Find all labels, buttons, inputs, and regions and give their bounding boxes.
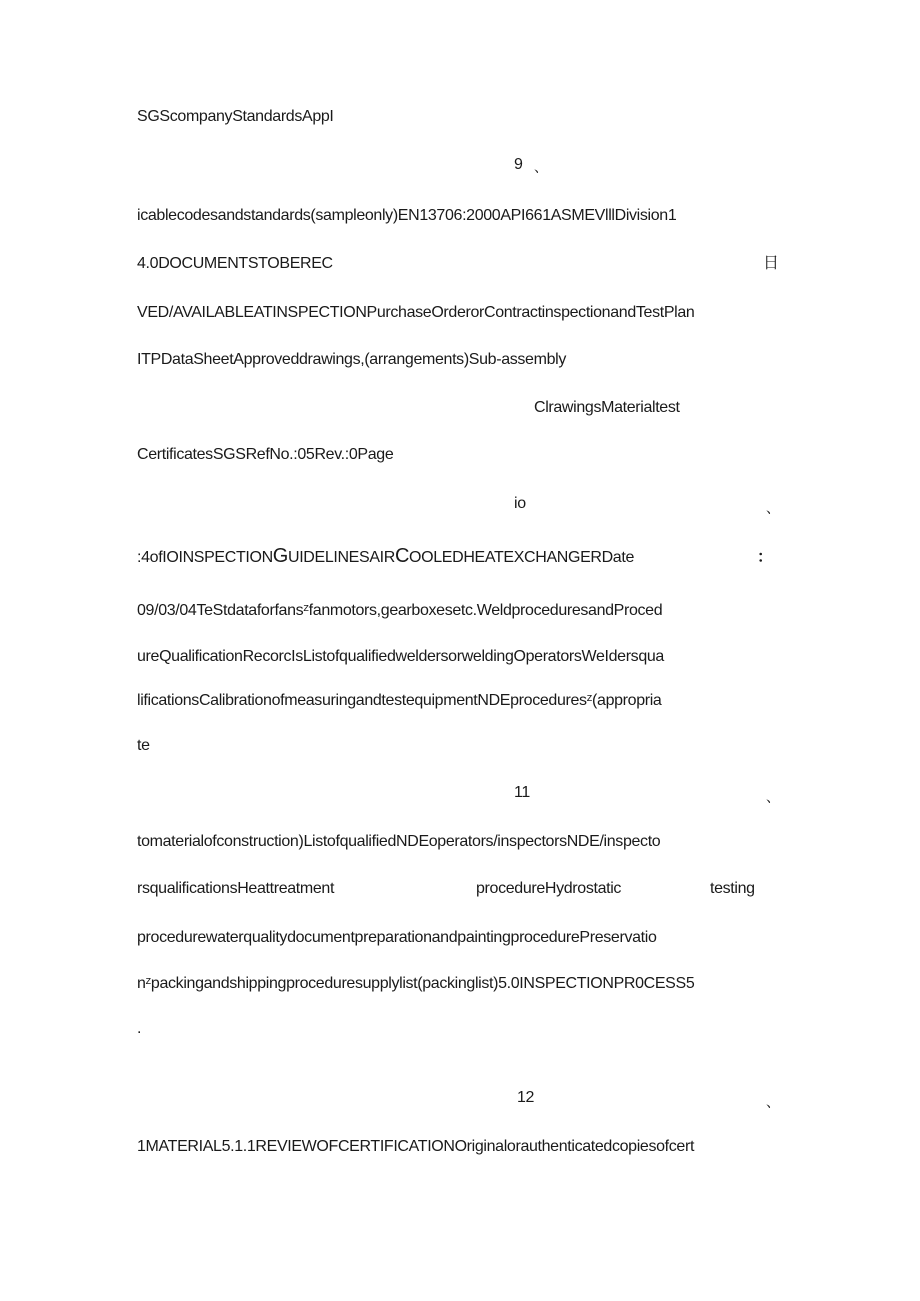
page-number: 9: [514, 156, 523, 173]
text-line: lificationsCalibrationofmeasuringandtestequipmentNDEproceduresᶻ(appropria: [137, 692, 662, 709]
separator-mark: 、: [766, 500, 780, 516]
section-heading: 4.0DOCUMENTSTOBEREC: [137, 255, 333, 272]
text-line: te: [137, 737, 150, 754]
text-line: nᶻpackingandshippingproceduresupplylist(packinglist)5.0INSPECTIONPR0CESS5: [137, 975, 695, 992]
page-number: io: [514, 495, 526, 512]
page-number: 12: [517, 1089, 535, 1106]
text-line: ureQualificationRecorcIsListofqualifiedweldersorweldingOperatorsWeIdersqua: [137, 648, 664, 665]
separator-mark: 、: [534, 159, 548, 175]
text-line: 1MATERIAL5.1.1REVIEWOFCERTIFICATIONOriginalorauthenticatedcopiesofcert: [137, 1138, 695, 1155]
text-line: VED/AVAILABLEATINSPECTIONPurchaseOrderorContractinspectionandTestPlan: [137, 304, 695, 321]
separator-mark: 、: [766, 1094, 780, 1110]
header-line: [137, 545, 634, 569]
header-text: UIDELINESAIR: [288, 549, 395, 566]
text-line: tomaterialofconstruction)ListofqualifiedNDEoperators/inspectorsNDE/inspecto: [137, 833, 661, 850]
text-line: procedureHydrostatic: [476, 880, 622, 897]
header-initial: G: [272, 545, 288, 567]
text-line: testing: [710, 880, 755, 897]
text-line: icablecodesandstandards(sampleonly)EN13706:2000API661ASMEVlllDivision1: [137, 207, 677, 224]
text-line: procedurewaterqualitydocumentpreparationandpaintingprocedurePreservatio: [137, 929, 657, 946]
text-line: 09/03/04TeStdataforfansᶻfanmotors,gearboxesetc.WeldproceduresandProced: [137, 602, 663, 619]
text-line: ITPDataSheetApproveddrawings,(arrangements)Sub-assembly: [137, 351, 566, 368]
header-text: :4ofIOINSPECTION: [137, 549, 273, 566]
page-number: 11: [514, 784, 530, 801]
text-line: .: [137, 1020, 142, 1037]
colon-mark: ：: [757, 549, 773, 566]
text-line: SGScompanyStandardsAppI: [137, 108, 334, 125]
text-line: CertificatesSGSRefNo.:05Rev.:0Page: [137, 446, 394, 463]
header-text: OOLEDHEATEXCHANGERDate: [409, 549, 634, 566]
cjk-glyph: 日: [763, 255, 779, 272]
text-line: ClrawingsMaterialtest: [534, 399, 680, 416]
header-initial: C: [394, 545, 410, 567]
text-line: rsqualificationsHeattreatment: [137, 880, 335, 897]
separator-mark: 、: [766, 789, 780, 805]
